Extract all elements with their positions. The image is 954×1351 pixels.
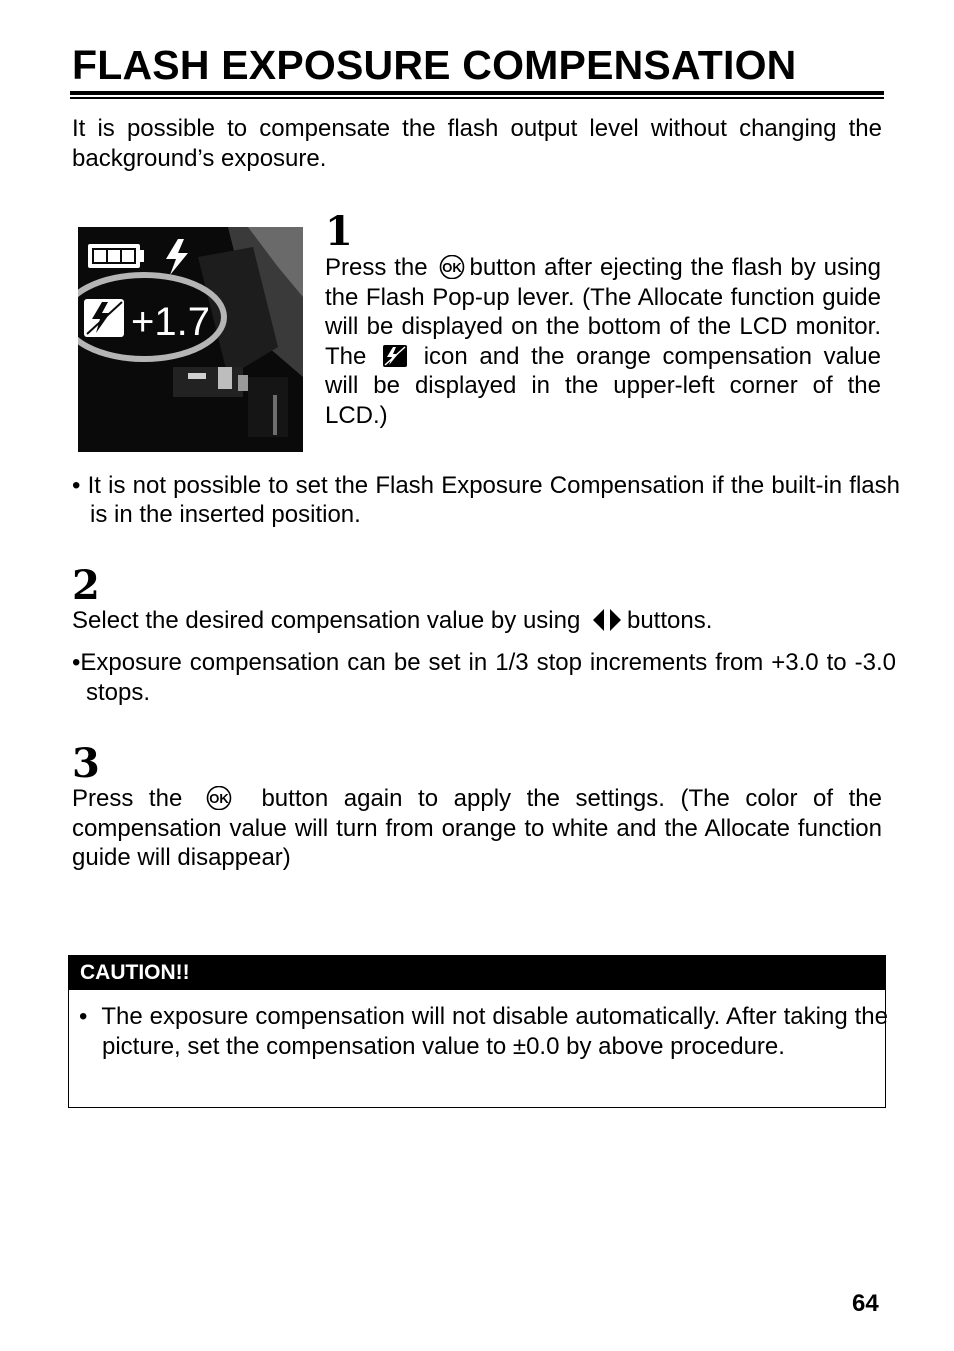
title-rule-thin bbox=[70, 97, 884, 99]
step-2-number: 2 bbox=[72, 562, 100, 609]
lcd-photo bbox=[78, 227, 303, 452]
step-3-text: Press the OK button again to apply the settings. (The color of the compensation value will turn from orange to white and the Allocate function guide will disappear) bbox=[72, 785, 882, 871]
step-1-text: Press the OK button after ejecting the flash by using the Flash Pop-up lever. (The Allocate function guide will be displayed on the bottom of the LCD monitor. The icon and the orange compensation value will be displayed in the upper-left corner of the LCD.) bbox=[325, 254, 881, 429]
step-2-note: •Exposure compensation can be set in 1/3 stop increments from +3.0 to -3.0 stops. bbox=[72, 649, 896, 706]
caution-text: • The exposure compensation will not disable automatically. After taking the picture, set the compensation value to ±0.0 by above procedure. bbox=[79, 1003, 888, 1060]
lcd-compensation-value: +1.7 bbox=[131, 300, 210, 344]
svg-text:OK: OK bbox=[442, 260, 463, 275]
flash-compensation-icon bbox=[84, 299, 124, 337]
ok-button-icon bbox=[206, 786, 232, 810]
step-3-number: 3 bbox=[72, 740, 100, 787]
step-1-number: 1 bbox=[325, 208, 353, 255]
step-2-text: Select the desired compensation value by using buttons. bbox=[72, 607, 713, 634]
svg-text:OK: OK bbox=[209, 791, 229, 806]
title-rule-thick bbox=[70, 91, 884, 95]
ok-button-icon bbox=[439, 255, 465, 279]
page-number: 64 bbox=[852, 1290, 879, 1317]
page-title: FLASH EXPOSURE COMPENSATION bbox=[72, 42, 797, 88]
intro-paragraph: It is possible to compensate the flash output level without changing the background’s exposure. bbox=[72, 115, 882, 172]
caution-box bbox=[68, 955, 886, 1108]
flash-compensation-icon bbox=[382, 344, 408, 368]
caution-title: CAUTION!! bbox=[69, 956, 885, 990]
step-1-note: • It is not possible to set the Flash Exposure Compensation if the built-in flash is in the inserted position. bbox=[72, 472, 900, 528]
battery-icon bbox=[88, 244, 144, 268]
left-right-arrows-icon bbox=[591, 608, 623, 632]
